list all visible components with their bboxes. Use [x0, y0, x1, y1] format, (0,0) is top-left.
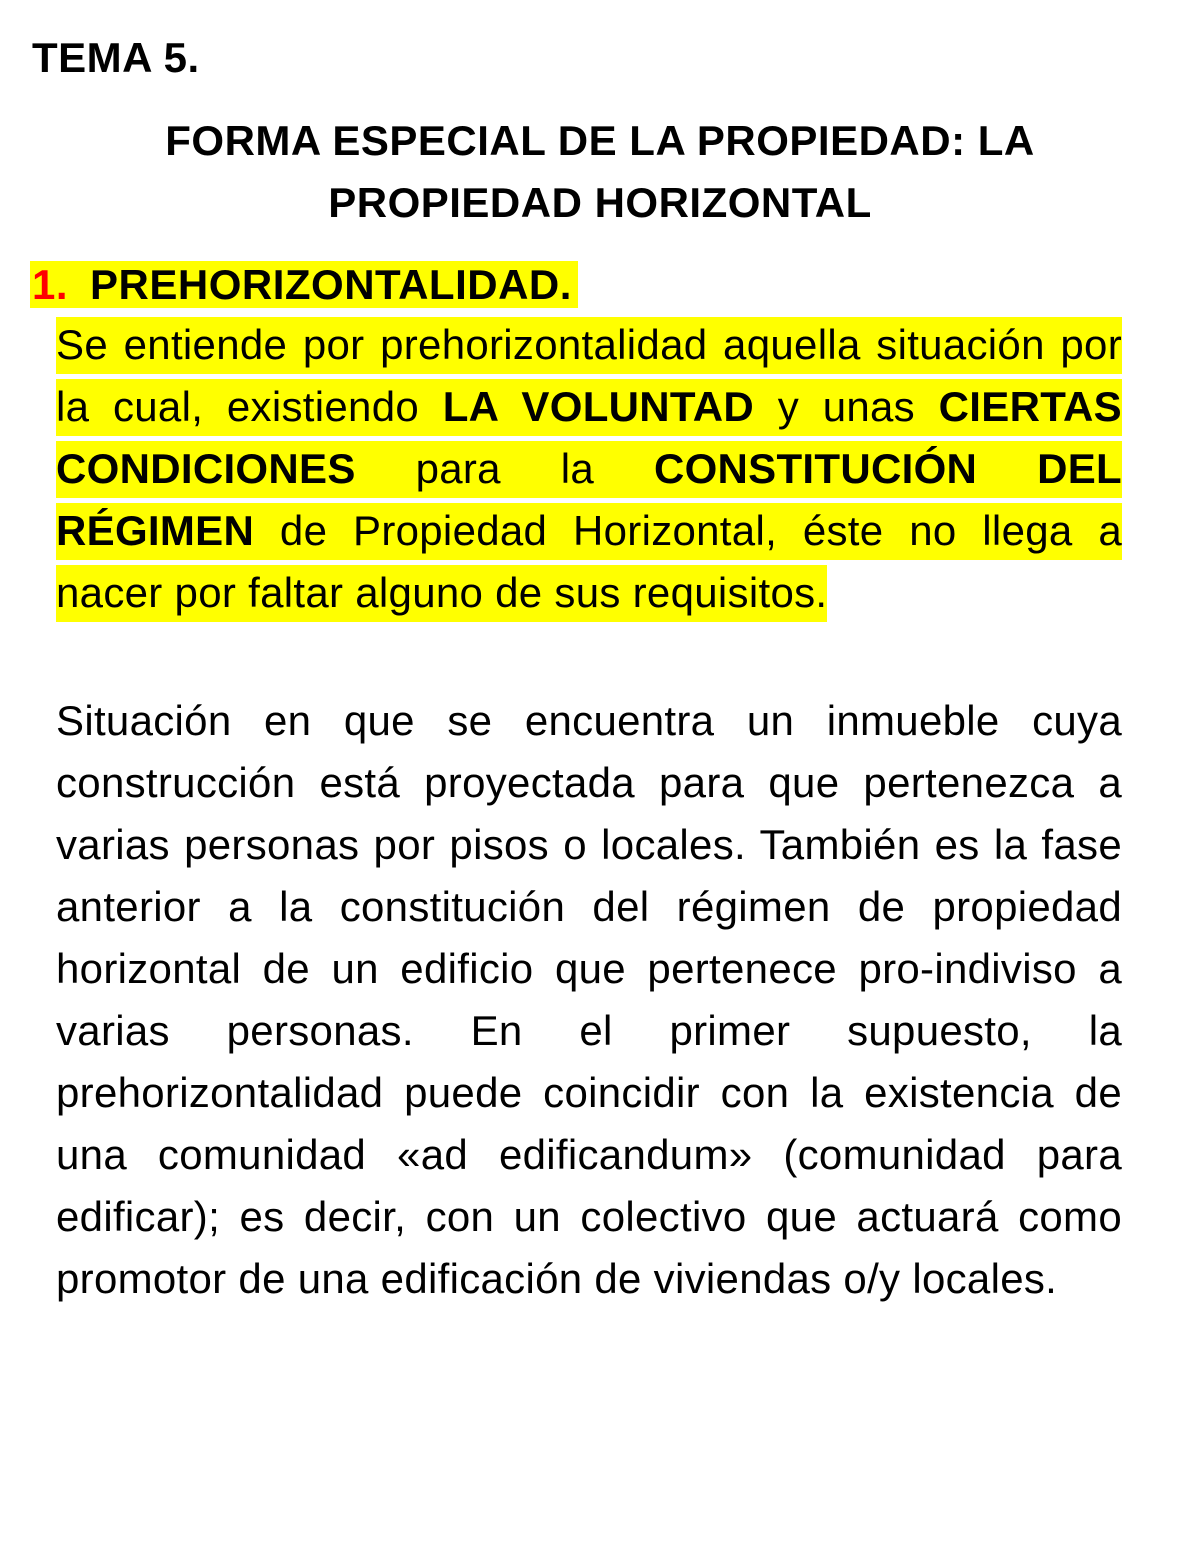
definition-bold-constitucion: CONSTITUCIÓN DEL RÉGIMEN: [56, 445, 1122, 554]
definition-text-4: de Propiedad Horizontal, éste no llega a nacer por faltar alguno de sus requisitos.: [56, 507, 1122, 616]
definition-highlight: [56, 317, 1122, 622]
explanation-paragraph: Situación en que se encuentra un inmueble cuya construcción está proyectada para que pertenezca a varias personas por pisos o locales. También es la fase anterior a la constitución del régimen de propiedad horizontal de un edificio que pertenece pro-indiviso a varias personas. En el primer supuesto, la prehorizontalidad puede coincidir con la existencia de una comunidad «ad edificandum» (comunidad para edificar); es decir, con un colectivo que actuará como promotor de una edificación de viviendas o/y locales.: [56, 697, 1122, 1302]
definition-text-2: y unas: [754, 383, 939, 430]
document-title-line-1: FORMA ESPECIAL DE LA PROPIEDAD: LA: [165, 117, 1035, 164]
section-heading: [30, 254, 578, 316]
document-title-line-2: PROPIEDAD HORIZONTAL: [328, 179, 872, 226]
definition-bold-voluntad: LA VOLUNTAD: [442, 383, 755, 430]
section-number: 1.: [32, 261, 69, 308]
section-heading-text: PREHORIZONTALIDAD.: [90, 261, 572, 308]
section-heading-highlight: [30, 261, 578, 308]
definition-text-1: Se entiende por prehorizontalidad aquella situación por la cual, existiendo: [56, 321, 1122, 430]
tema-label: TEMA 5.: [32, 34, 200, 81]
definition-paragraph: [56, 314, 1122, 624]
document-title: [60, 110, 1140, 234]
definition-text-3: para la: [355, 445, 654, 492]
definition-bold-condiciones: CIERTAS CONDICIONES: [56, 383, 1122, 492]
